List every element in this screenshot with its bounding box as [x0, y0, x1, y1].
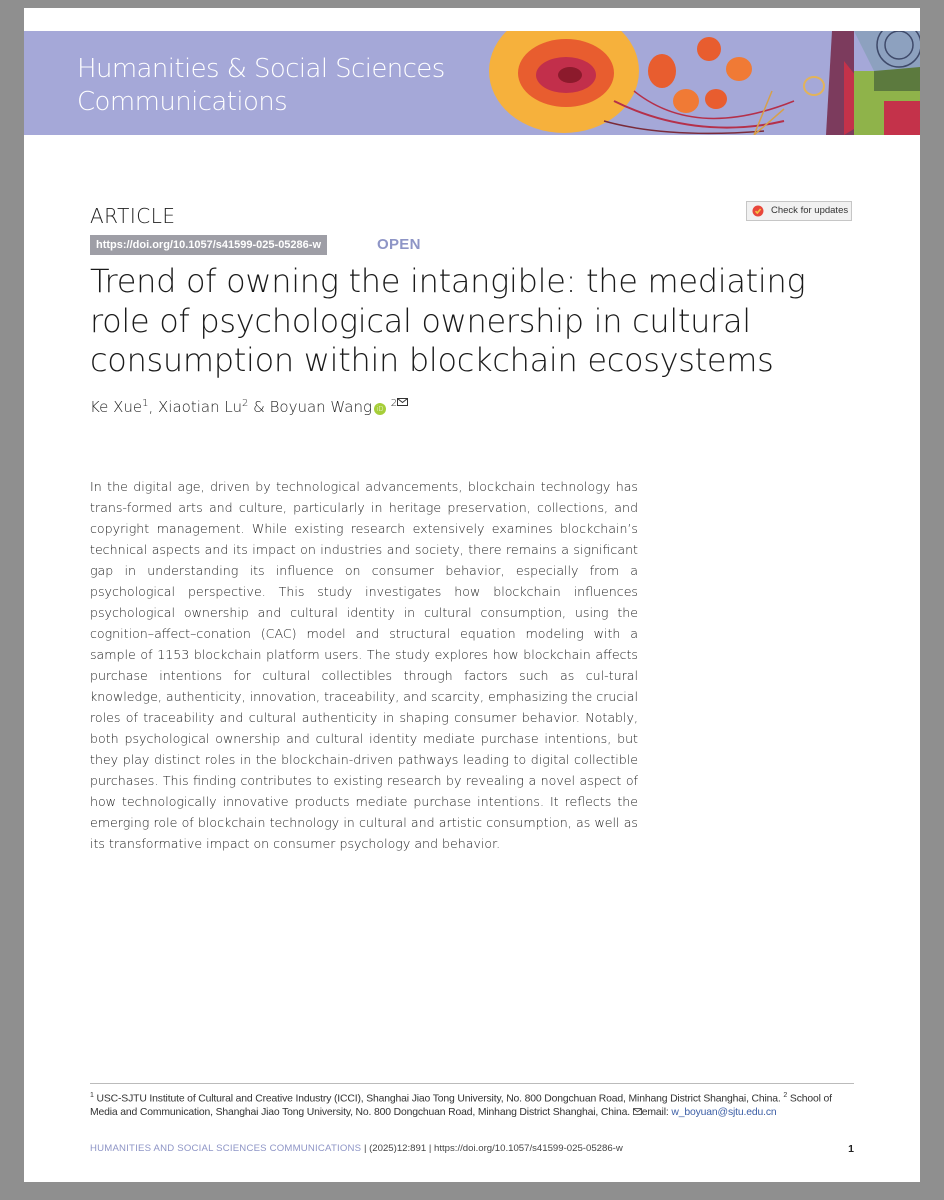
journal-banner [24, 31, 920, 135]
affiliation-1: USC-SJTU Institute of Cultural and Creative Industry (ICCI), Shanghai Jiao Tong University, No. 800 Dongchuan Road, Minhang District Shanghai, China. [96, 1093, 781, 1105]
check-updates-label: Check for updates [771, 205, 849, 216]
check-for-updates-button[interactable] [746, 201, 852, 221]
author-list [90, 398, 408, 416]
mail-icon[interactable] [397, 398, 408, 406]
open-access-label: OPEN [377, 236, 421, 253]
author-separator: & [248, 398, 270, 416]
journal-name-line1: Humanities & Social Sciences [77, 54, 445, 84]
footer-citation[interactable]: | (2025)12:891 | https://doi.org/10.1057/s41599-025-05286-w [363, 1143, 623, 1154]
footnote-divider [90, 1083, 854, 1084]
doi-link-badge[interactable]: https://doi.org/10.1057/s41599-025-05286-w [90, 235, 327, 255]
journal-name-line2: Communications [77, 87, 288, 117]
affiliation-2: School of Media and Communication, Shanghai Jiao Tong University, No. 800 Dongchuan Road, Minhang District Shanghai, China. [90, 1093, 832, 1119]
footer-journal-name: HUMANITIES AND SOCIAL SCIENCES COMMUNICATIONS [90, 1143, 362, 1154]
affiliation-number: 2 [783, 1092, 788, 1099]
author-affiliation: 2 [390, 398, 398, 409]
orcid-icon[interactable]: iD [374, 403, 386, 415]
email-link[interactable]: w_boyuan@sjtu.edu.cn [671, 1107, 777, 1119]
author-name[interactable]: Xiaotian Lu [158, 398, 242, 416]
affiliation-number: 1 [90, 1092, 94, 1099]
mail-icon [633, 1108, 642, 1115]
author-affiliation: 2 [241, 398, 249, 409]
article-page [24, 8, 920, 1182]
article-title: Trend of owning the intangible: the mediating role of psychological ownership in cultural consumption within blockchain ecosystems [90, 262, 806, 379]
affiliations-footnote [90, 1089, 858, 1120]
author-separator: , [148, 398, 159, 416]
article-type-label: ARTICLE [90, 204, 176, 228]
author-name[interactable]: Ke Xue [90, 398, 143, 416]
author-affiliation: 1 [142, 398, 149, 409]
page-number: 1 [848, 1143, 854, 1155]
author-name[interactable]: Boyuan Wang [269, 398, 372, 416]
page-footer [90, 1143, 854, 1154]
abstract-text: In the digital age, driven by technological advancements, blockchain technology has trans-formed arts and culture, particularly in heritage preservation, collections, and copyright management. While existing research extensively examines blockchain’s technical aspects and its impact on industries and society, there remains a significant gap in understanding its influence on consumer behavior, especially from a psychological perspective. This study investigates how blockchain influences psychological ownership and cultural identity in cultural consumption, using the cognition–affect–conation (CAC) model and structural equation modeling with a sample of 1153 blockchain platform users. The study explores how blockchain affects purchase intentions for cultural collectibles through factors such as cul-tural knowledge, authenticity, innovation, traceability, and scarcity, emphasizing the crucial roles of traceability and cultural authenticity in shaping consumer behavior. Notably, both psychological ownership and cultural identity mediate purchase intentions, but they play distinct roles in the blockchain-driven pathways leading to digital collectible purchases. This finding contributes to existing research by revealing a novel aspect of how technologically innovative products mediate purchase intentions. It reflects the emerging role of blockchain technology in cultural and artistic consumption, as well as its transformative impact on consumer psychology and behavior. [90, 479, 638, 851]
journal-name[interactable] [77, 53, 445, 119]
banner-artwork [454, 31, 920, 135]
email-label: email: [641, 1107, 669, 1119]
check-updates-icon [752, 205, 764, 217]
